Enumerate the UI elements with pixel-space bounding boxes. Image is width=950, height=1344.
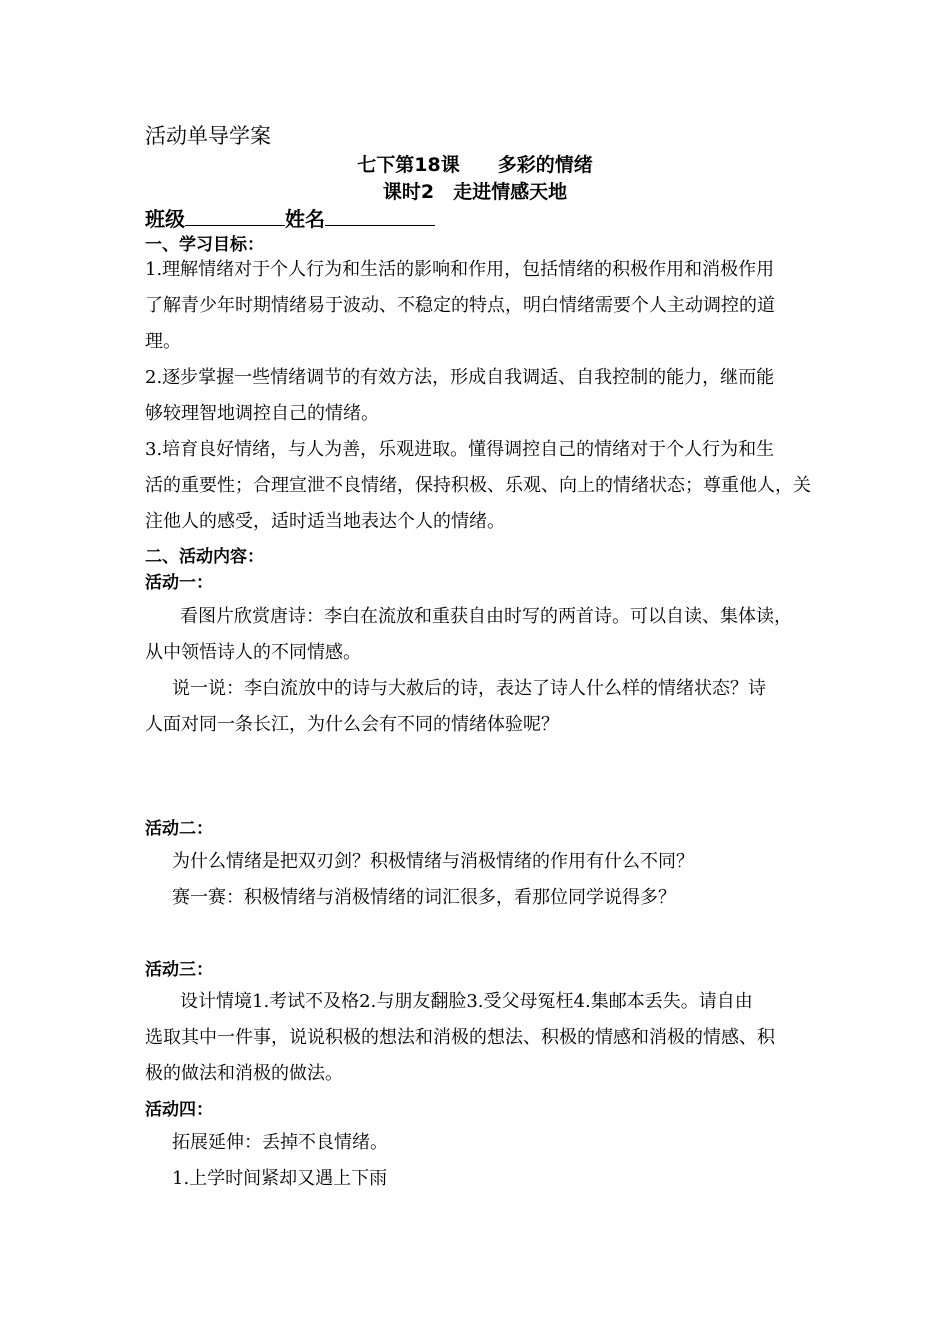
activity-1-line: 人面对同一条长江，为什么会有不同的情绪体验呢？ [145,714,559,735]
section-heading-goals: 一、学习目标： [145,235,264,255]
activity-2-line: 为什么情绪是把双刃剑？积极情绪与消极情绪的作用有什么不同？ [172,851,694,872]
lesson-title: 七下第18课 多彩的情绪 [357,154,593,176]
lesson-subtitle: 课时2 走进情感天地 [382,181,568,203]
name-blank[interactable] [325,205,435,226]
goal-line: 1.理解情绪对于个人行为和生活的影响和作用，包括情绪的积极作用和消极作用 [145,259,775,280]
class-blank[interactable] [185,205,285,226]
activity-4-line: 拓展延伸：丢掉不良情绪。 [172,1132,388,1153]
document-type-label: 活动单导学案 [145,124,271,148]
activity-3-line: 设计情境1.考试不及格2.与朋友翻脸3.受父母冤枉4.集邮本丢失。请自由 [180,991,753,1012]
activity-4-line: 1.上学时间紧却又遇上下雨 [172,1168,388,1189]
section-heading-activities: 二、活动内容： [145,547,264,567]
activity-1-line: 看图片欣赏唐诗：李白在流放和重获自由时写的两首诗。可以自读、集体读， [180,606,792,627]
goal-line: 了解青少年时期情绪易于波动、不稳定的特点，明白情绪需要个人主动调控的道 [145,295,775,316]
class-label: 班级 [145,207,185,231]
activity-1-heading: 活动一： [145,573,213,593]
activity-1-line: 说一说：李白流放中的诗与大赦后的诗，表达了诗人什么样的情绪状态？诗 [172,678,766,699]
activity-3-line: 极的做法和消极的做法。 [145,1063,343,1084]
goal-line: 活的重要性；合理宣泄不良情绪，保持积极、乐观、向上的情绪状态；尊重他人，关 [145,475,811,496]
activity-2-heading: 活动二： [145,819,213,839]
goal-line: 注他人的感受，适时适当地表达个人的情绪。 [145,511,505,532]
activity-2-line: 赛一赛：积极情绪与消极情绪的词汇很多，看那位同学说得多？ [172,887,676,908]
goal-line: 理。 [145,331,181,352]
activity-3-heading: 活动三： [145,960,213,980]
activity-1-line: 从中领悟诗人的不同情感。 [145,642,361,663]
goal-line: 3.培育良好情绪，与人为善，乐观进取。懂得调控自己的情绪对于个人行为和生 [145,439,775,460]
goal-line: 够较理智地调控自己的情绪。 [145,403,379,424]
class-name-line [145,205,435,231]
name-label: 姓名 [285,207,325,231]
activity-3-line: 选取其中一件事，说说积极的想法和消极的想法、积极的情感和消极的情感、积 [145,1027,775,1048]
goal-line: 2.逐步掌握一些情绪调节的有效方法，形成自我调适、自我控制的能力，继而能 [145,367,775,388]
activity-4-heading: 活动四： [145,1100,213,1120]
